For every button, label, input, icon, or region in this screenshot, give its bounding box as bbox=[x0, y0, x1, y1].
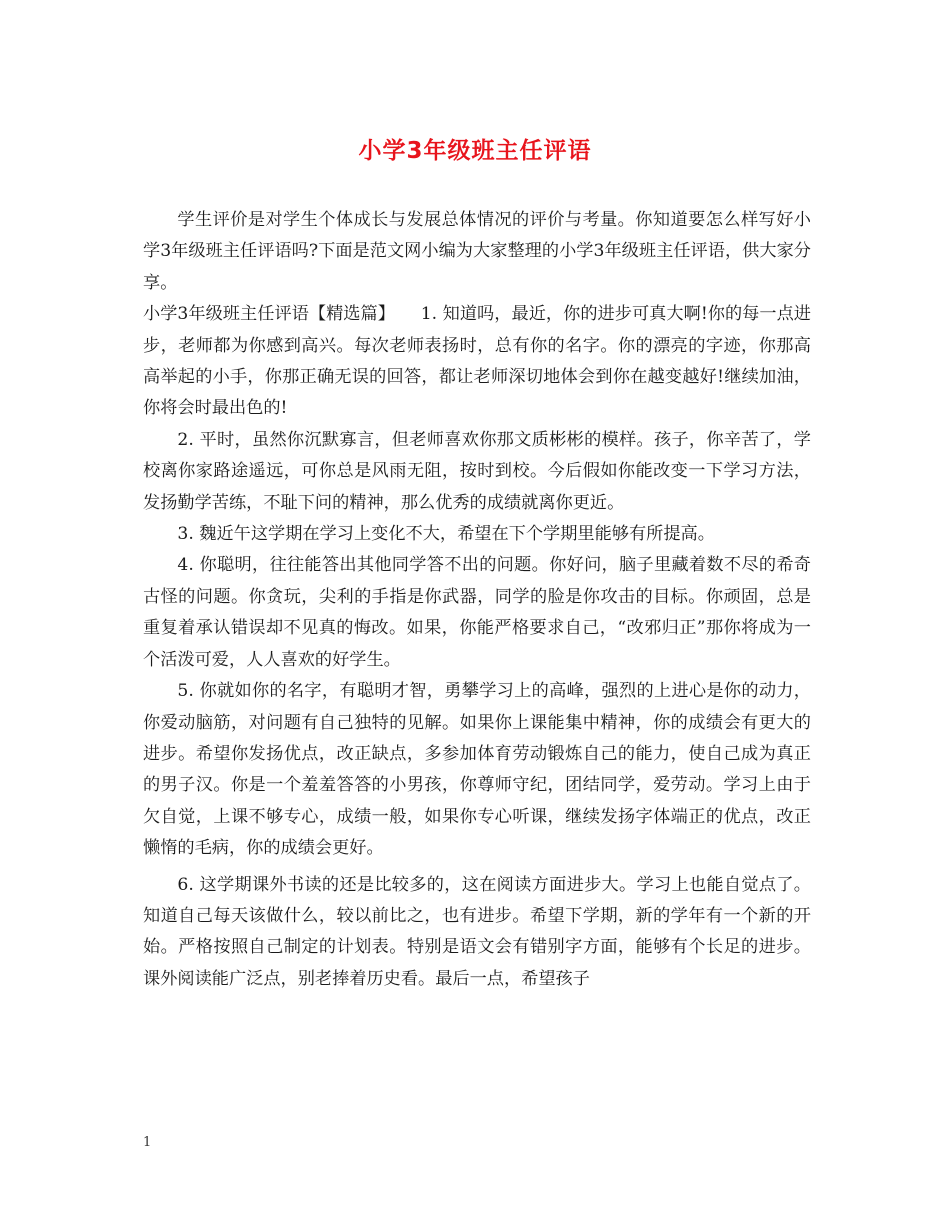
comment-paragraph-4: 4. 你聪明，往往能答出其他同学答不出的问题。你好问，脑子里藏着数不尽的希奇古怪的问题。你贪玩，尖利的手指是你武器，同学的脸是你攻击的目标。你顽固，总是重复着承认错误却不见真的悔改。如果，你能严格要求自己，“改邪归正”那你将成为一个活泼可爱，人人喜欢的好学生。 bbox=[143, 555, 811, 670]
document-body bbox=[143, 205, 811, 995]
comment-paragraph-3: 3. 魏近午这学期在学习上变化不大，希望在下个学期里能够有所提高。 bbox=[177, 524, 715, 545]
page-number: 1 bbox=[143, 1135, 152, 1150]
document-title: 小学3年级班主任评语 bbox=[358, 138, 592, 164]
comment-paragraph-1: 小学3年级班主任评语【精选篇】 1. 知道吗，最近，你的进步可真大啊!你的每一点进步，老师都为你感到高兴。每次老师表扬时，总有你的名字。你的漂亮的字迹，你那高高举起的小手，你那正确无误的回答，都让老师深切地体会到你在越变越好!继续加油，你将会时最出色的! bbox=[143, 304, 811, 419]
comment-paragraph-6: 6. 这学期课外书读的还是比较多的，这在阅读方面进步大。学习上也能自觉点了。知道自己每天该做什么，较以前比之，也有进步。希望下学期，新的学年有一个新的开始。严格按照自己制定的计划表。特别是语文会有错别字方面，能够有个长足的进步。课外阅读能广泛点，别老捧着历史看。最后一点，希望孩子 bbox=[143, 874, 811, 989]
intro-paragraph: 学生评价是对学生个体成长与发展总体情况的评价与考量。你知道要怎么样写好小学3年级班主任评语吗?下面是范文网小编为大家整理的小学3年级班主任评语，供大家分享。 bbox=[143, 210, 811, 293]
comment-paragraph-5: 5. 你就如你的名字，有聪明才智，勇攀学习上的高峰，强烈的上进心是你的动力，你爱动脑筋，对问题有自己独特的见解。如果你上课能集中精神，你的成绩会有更大的进步。希望你发扬优点，改正缺点，多参加体育劳动锻炼自己的能力，使自己成为真正的男子汉。你是一个羞羞答答的小男孩，你尊师守纪，团结同学，爱劳动。学习上由于欠自觉，上课不够专心，成绩一般，如果你专心听课，继续发扬字体端正的优点，改正懒惰的毛病，你的成绩会更好。 bbox=[143, 681, 811, 859]
comment-paragraph-2: 2. 平时，虽然你沉默寡言，但老师喜欢你那文质彬彬的模样。孩子，你辛苦了，学校离你家路途遥远，可你总是风雨无阻，按时到校。今后假如你能改变一下学习方法，发扬勤学苦练，不耻下问的精神，那么优秀的成绩就离你更近。 bbox=[143, 429, 811, 513]
